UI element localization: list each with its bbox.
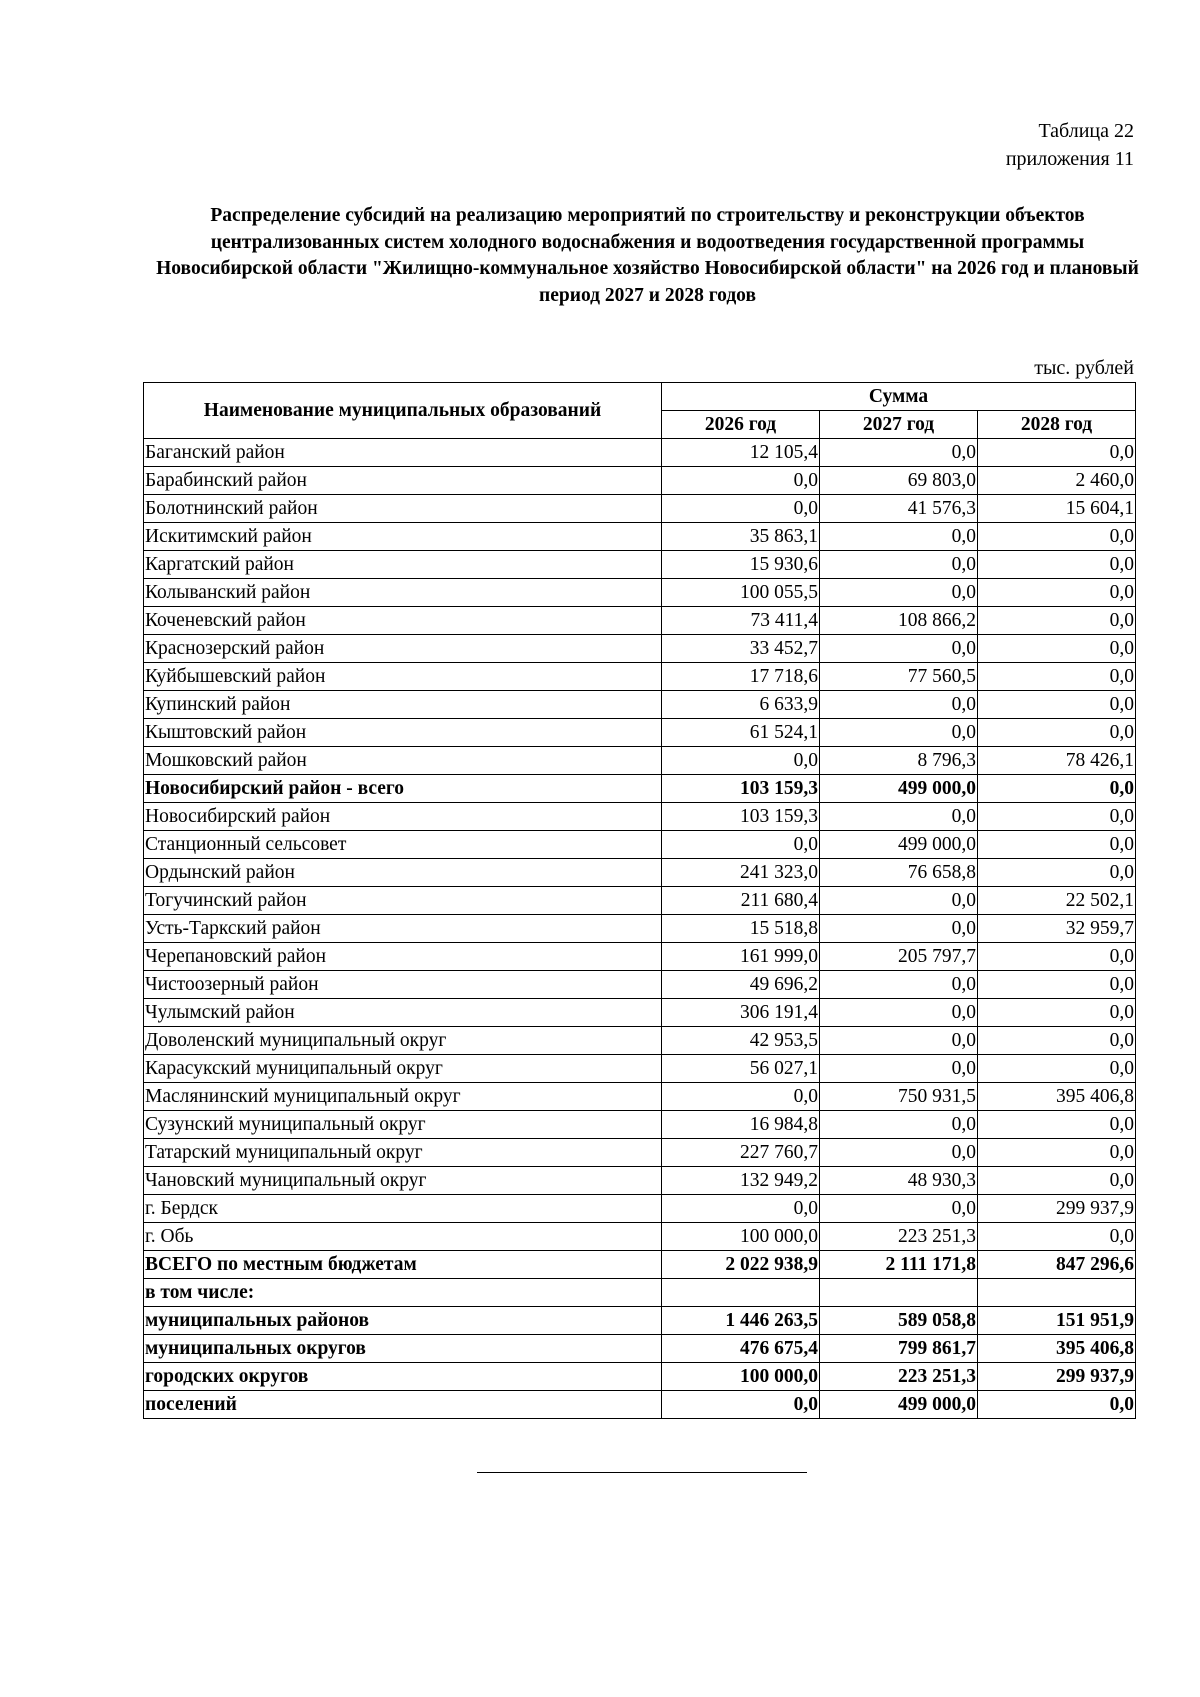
- municipality-name-cell: Новосибирский район: [144, 803, 662, 831]
- amount-2026-cell: 6 633,9: [662, 691, 820, 719]
- municipality-name-cell: Чановский муниципальный округ: [144, 1167, 662, 1195]
- amount-2028-cell: [978, 1279, 1136, 1307]
- table-row: [144, 1307, 1136, 1335]
- amount-2028-cell: 299 937,9: [978, 1363, 1136, 1391]
- amount-2027-cell: 41 576,3: [820, 495, 978, 523]
- amount-2027-cell: 0,0: [820, 523, 978, 551]
- municipality-name-cell: муниципальных округов: [144, 1335, 662, 1363]
- table-row: [144, 495, 1136, 523]
- amount-2026-cell: 0,0: [662, 1195, 820, 1223]
- amount-2027-cell: 77 560,5: [820, 663, 978, 691]
- amount-2026-cell: 161 999,0: [662, 943, 820, 971]
- amount-2028-cell: 2 460,0: [978, 467, 1136, 495]
- amount-2026-cell: 49 696,2: [662, 971, 820, 999]
- amount-2028-cell: 0,0: [978, 607, 1136, 635]
- municipality-name-cell: Коченевский район: [144, 607, 662, 635]
- amount-2027-cell: 499 000,0: [820, 1391, 978, 1419]
- amount-2026-cell: 73 411,4: [662, 607, 820, 635]
- table-row: [144, 971, 1136, 999]
- table-row: [144, 523, 1136, 551]
- amount-2027-cell: 0,0: [820, 1139, 978, 1167]
- table-row: [144, 803, 1136, 831]
- municipality-name-cell: Баганский район: [144, 439, 662, 467]
- table-row: [144, 999, 1136, 1027]
- amount-2026-cell: 241 323,0: [662, 859, 820, 887]
- municipality-name-cell: Кыштовский район: [144, 719, 662, 747]
- table-row: [144, 691, 1136, 719]
- municipality-name-cell: Усть-Таркский район: [144, 915, 662, 943]
- amount-2028-cell: 0,0: [978, 1391, 1136, 1419]
- header-year-2028: 2028 год: [978, 411, 1136, 439]
- amount-2027-cell: 223 251,3: [820, 1223, 978, 1251]
- amount-2026-cell: 0,0: [662, 747, 820, 775]
- amount-2026-cell: 211 680,4: [662, 887, 820, 915]
- header-sum: Сумма: [662, 383, 1136, 411]
- amount-2028-cell: 0,0: [978, 523, 1136, 551]
- amount-2027-cell: 0,0: [820, 971, 978, 999]
- amount-2027-cell: 223 251,3: [820, 1363, 978, 1391]
- municipality-name-cell: Карасукский муниципальный округ: [144, 1055, 662, 1083]
- amount-2027-cell: 0,0: [820, 719, 978, 747]
- amount-2027-cell: 0,0: [820, 1027, 978, 1055]
- municipality-name-cell: Доволенский муниципальный округ: [144, 1027, 662, 1055]
- table-row: [144, 859, 1136, 887]
- municipality-name-cell: г. Обь: [144, 1223, 662, 1251]
- amount-2028-cell: 22 502,1: [978, 887, 1136, 915]
- municipality-name-cell: Искитимский район: [144, 523, 662, 551]
- amount-2026-cell: 306 191,4: [662, 999, 820, 1027]
- amount-2028-cell: 0,0: [978, 775, 1136, 803]
- amount-2027-cell: 0,0: [820, 1111, 978, 1139]
- amount-2028-cell: 0,0: [978, 943, 1136, 971]
- amount-2026-cell: 0,0: [662, 467, 820, 495]
- amount-2028-cell: 0,0: [978, 1167, 1136, 1195]
- municipality-name-cell: Колыванский район: [144, 579, 662, 607]
- amount-2027-cell: 0,0: [820, 1195, 978, 1223]
- municipality-name-cell: г. Бердск: [144, 1195, 662, 1223]
- amount-2026-cell: 103 159,3: [662, 775, 820, 803]
- amount-2028-cell: 0,0: [978, 439, 1136, 467]
- amount-2028-cell: 78 426,1: [978, 747, 1136, 775]
- amount-2026-cell: 103 159,3: [662, 803, 820, 831]
- municipality-name-cell: Ордынский район: [144, 859, 662, 887]
- amount-2028-cell: 0,0: [978, 551, 1136, 579]
- municipality-name-cell: муниципальных районов: [144, 1307, 662, 1335]
- amount-2027-cell: 0,0: [820, 439, 978, 467]
- amount-2026-cell: 476 675,4: [662, 1335, 820, 1363]
- municipality-name-cell: Черепановский район: [144, 943, 662, 971]
- amount-2027-cell: 0,0: [820, 887, 978, 915]
- amount-2026-cell: 100 055,5: [662, 579, 820, 607]
- amount-2026-cell: 17 718,6: [662, 663, 820, 691]
- table-row: [144, 747, 1136, 775]
- amount-2028-cell: 0,0: [978, 999, 1136, 1027]
- annex-appendix-number: приложения 11: [1005, 148, 1134, 170]
- amount-2028-cell: 32 959,7: [978, 915, 1136, 943]
- amount-2027-cell: 0,0: [820, 691, 978, 719]
- municipality-name-cell: Станционный сельсовет: [144, 831, 662, 859]
- document-title: Распределение субсидий на реализацию мероприятий по строительству и реконструкции объектов централизованных систем холодного водоснабжения и водоотведения государственной программы Новосибирской области "Жилищно-коммунальное хозяйство Новосибирской области" на 2026 год и плановый период 2027 и 2028 годов: [156, 205, 1139, 306]
- annex-table-number: Таблица 22: [1038, 120, 1134, 142]
- municipality-name-cell: Каргатский район: [144, 551, 662, 579]
- amount-2027-cell: [820, 1279, 978, 1307]
- amount-2027-cell: 0,0: [820, 635, 978, 663]
- municipality-name-cell: Сузунский муниципальный округ: [144, 1111, 662, 1139]
- municipality-name-cell: Барабинский район: [144, 467, 662, 495]
- table-row: [144, 663, 1136, 691]
- amount-2026-cell: 227 760,7: [662, 1139, 820, 1167]
- amount-2028-cell: 0,0: [978, 971, 1136, 999]
- header-year-2026: 2026 год: [662, 411, 820, 439]
- amount-2026-cell: 0,0: [662, 1083, 820, 1111]
- table-row: [144, 1027, 1136, 1055]
- amount-2027-cell: 0,0: [820, 551, 978, 579]
- municipality-name-cell: Чулымский район: [144, 999, 662, 1027]
- amount-2027-cell: 0,0: [820, 1055, 978, 1083]
- table-row: [144, 775, 1136, 803]
- table-row: [144, 551, 1136, 579]
- amount-2026-cell: 100 000,0: [662, 1223, 820, 1251]
- amount-2028-cell: 395 406,8: [978, 1335, 1136, 1363]
- amount-2028-cell: 0,0: [978, 579, 1136, 607]
- amount-2028-cell: 0,0: [978, 719, 1136, 747]
- amount-2028-cell: 0,0: [978, 1027, 1136, 1055]
- amount-2026-cell: 16 984,8: [662, 1111, 820, 1139]
- table-row: [144, 467, 1136, 495]
- amount-2028-cell: 299 937,9: [978, 1195, 1136, 1223]
- table-row: [144, 887, 1136, 915]
- amount-2028-cell: 0,0: [978, 859, 1136, 887]
- amount-2026-cell: 42 953,5: [662, 1027, 820, 1055]
- amount-2027-cell: 69 803,0: [820, 467, 978, 495]
- table-row: [144, 1083, 1136, 1111]
- amount-2027-cell: 0,0: [820, 803, 978, 831]
- amount-2027-cell: 2 111 171,8: [820, 1251, 978, 1279]
- table-annex-reference: [1006, 117, 1134, 173]
- municipality-name-cell: Болотнинский район: [144, 495, 662, 523]
- municipality-name-cell: Купинский район: [144, 691, 662, 719]
- amount-2026-cell: 56 027,1: [662, 1055, 820, 1083]
- amount-2028-cell: 0,0: [978, 635, 1136, 663]
- amount-2028-cell: 395 406,8: [978, 1083, 1136, 1111]
- table-row: [144, 635, 1136, 663]
- table-row: [144, 579, 1136, 607]
- header-municipality-name: Наименование муниципальных образований: [144, 383, 662, 439]
- municipality-name-cell: Тогучинский район: [144, 887, 662, 915]
- amount-2026-cell: 61 524,1: [662, 719, 820, 747]
- table-row: [144, 1167, 1136, 1195]
- amount-2028-cell: 0,0: [978, 1111, 1136, 1139]
- amount-2026-cell: 2 022 938,9: [662, 1251, 820, 1279]
- table-row: [144, 1363, 1136, 1391]
- amount-2026-cell: 15 930,6: [662, 551, 820, 579]
- municipality-name-cell: Мошковский район: [144, 747, 662, 775]
- amount-2026-cell: 0,0: [662, 495, 820, 523]
- amount-2026-cell: 15 518,8: [662, 915, 820, 943]
- municipality-name-cell: Чистоозерный район: [144, 971, 662, 999]
- table-row: [144, 1139, 1136, 1167]
- table-row: [144, 719, 1136, 747]
- amount-2027-cell: 750 931,5: [820, 1083, 978, 1111]
- municipality-name-cell: в том числе:: [144, 1279, 662, 1307]
- amount-2027-cell: 799 861,7: [820, 1335, 978, 1363]
- municipality-name-cell: Новосибирский район - всего: [144, 775, 662, 803]
- amount-2026-cell: 1 446 263,5: [662, 1307, 820, 1335]
- amount-2026-cell: 35 863,1: [662, 523, 820, 551]
- amount-2028-cell: 151 951,9: [978, 1307, 1136, 1335]
- amount-2027-cell: 0,0: [820, 999, 978, 1027]
- subsidy-table: [143, 382, 1136, 1419]
- table-row: [144, 1391, 1136, 1419]
- table-row: [144, 1223, 1136, 1251]
- municipality-name-cell: Татарский муниципальный округ: [144, 1139, 662, 1167]
- amount-2027-cell: 0,0: [820, 579, 978, 607]
- amount-2026-cell: [662, 1279, 820, 1307]
- municipality-name-cell: Краснозерский район: [144, 635, 662, 663]
- table-row: [144, 607, 1136, 635]
- header-year-2027: 2027 год: [820, 411, 978, 439]
- amount-2028-cell: 0,0: [978, 831, 1136, 859]
- amount-2028-cell: 15 604,1: [978, 495, 1136, 523]
- amount-2027-cell: 205 797,7: [820, 943, 978, 971]
- amount-2026-cell: 0,0: [662, 831, 820, 859]
- amount-2028-cell: 0,0: [978, 1223, 1136, 1251]
- table-row: [144, 1111, 1136, 1139]
- municipality-name-cell: городских округов: [144, 1363, 662, 1391]
- municipality-name-cell: ВСЕГО по местным бюджетам: [144, 1251, 662, 1279]
- table-row: [144, 943, 1136, 971]
- amount-2027-cell: 499 000,0: [820, 775, 978, 803]
- table-row: [144, 831, 1136, 859]
- table-body: [144, 439, 1136, 1419]
- footer-divider: [477, 1472, 807, 1473]
- amount-2028-cell: 847 296,6: [978, 1251, 1136, 1279]
- amount-2028-cell: 0,0: [978, 691, 1136, 719]
- amount-2027-cell: 8 796,3: [820, 747, 978, 775]
- municipality-name-cell: Куйбышевский район: [144, 663, 662, 691]
- table-row: [144, 439, 1136, 467]
- amount-2027-cell: 76 658,8: [820, 859, 978, 887]
- table-row: [144, 1251, 1136, 1279]
- amount-2027-cell: 499 000,0: [820, 831, 978, 859]
- amount-2028-cell: 0,0: [978, 663, 1136, 691]
- amount-2026-cell: 12 105,4: [662, 439, 820, 467]
- amount-2026-cell: 33 452,7: [662, 635, 820, 663]
- municipality-name-cell: Маслянинский муниципальный округ: [144, 1083, 662, 1111]
- table-row: [144, 1335, 1136, 1363]
- amount-2028-cell: 0,0: [978, 1055, 1136, 1083]
- amount-2026-cell: 132 949,2: [662, 1167, 820, 1195]
- amount-2027-cell: 0,0: [820, 915, 978, 943]
- table-row: [144, 1279, 1136, 1307]
- amount-2027-cell: 48 930,3: [820, 1167, 978, 1195]
- table-row: [144, 915, 1136, 943]
- municipality-name-cell: поселений: [144, 1391, 662, 1419]
- amount-2027-cell: 108 866,2: [820, 607, 978, 635]
- amount-2026-cell: 0,0: [662, 1391, 820, 1419]
- amount-2028-cell: 0,0: [978, 1139, 1136, 1167]
- amount-2026-cell: 100 000,0: [662, 1363, 820, 1391]
- table-row: [144, 1055, 1136, 1083]
- amount-2027-cell: 589 058,8: [820, 1307, 978, 1335]
- amount-2028-cell: 0,0: [978, 803, 1136, 831]
- units-label: тыс. рублей: [1034, 357, 1134, 379]
- table-row: [144, 1195, 1136, 1223]
